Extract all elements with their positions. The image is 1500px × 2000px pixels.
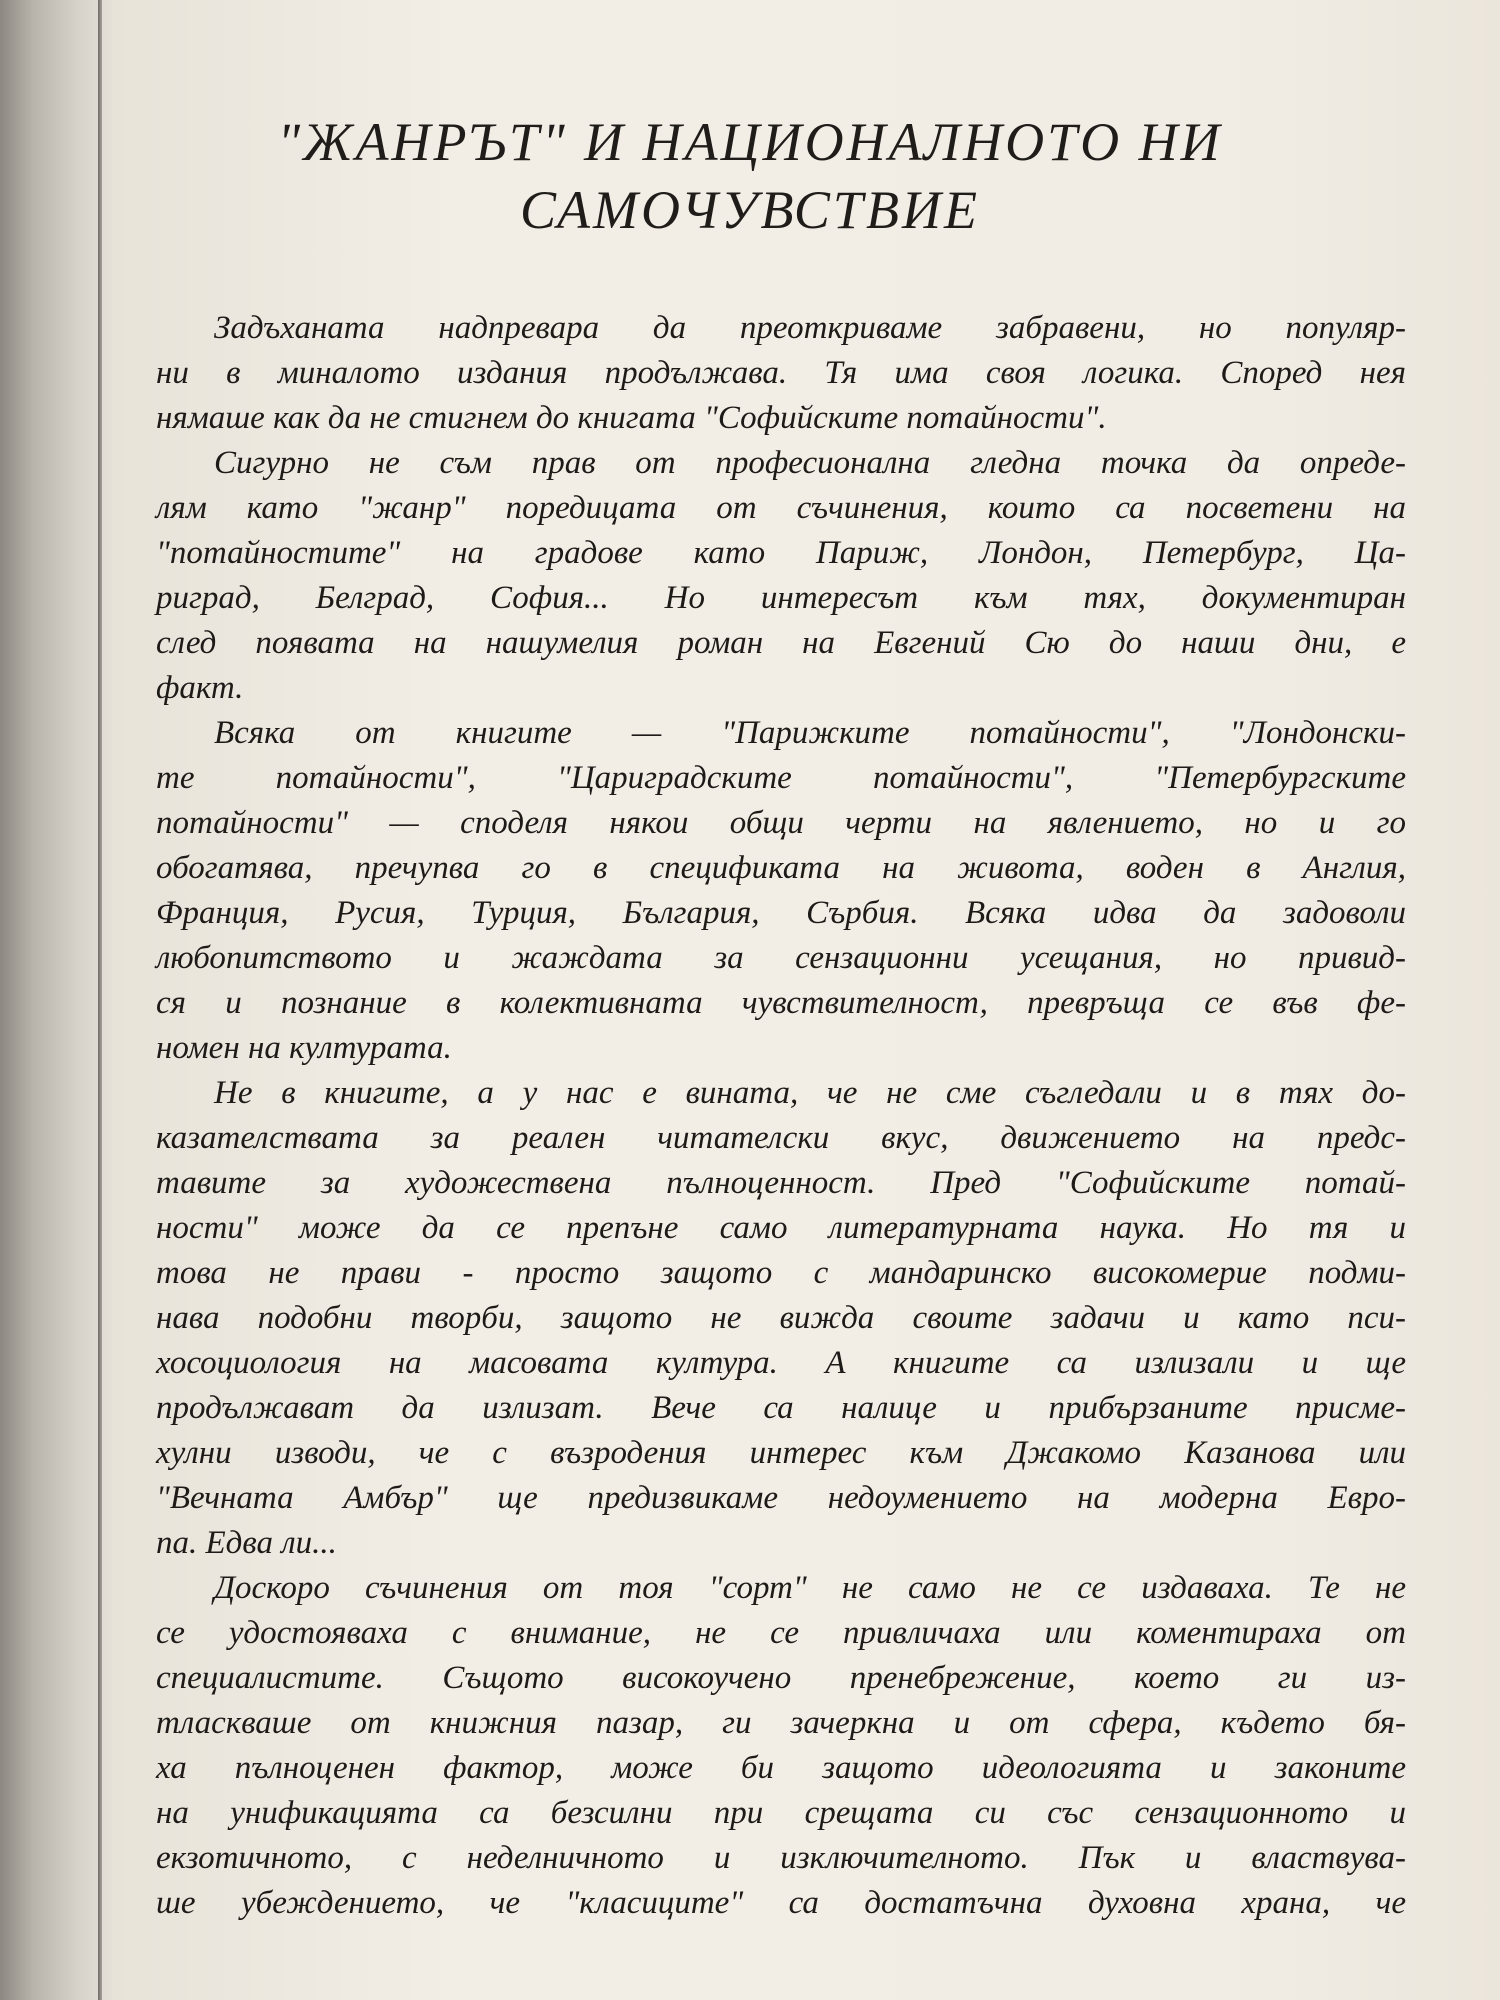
text-line: след появата на нашумелия роман на Евгений Сю до наши дни, е (156, 625, 1406, 661)
text-line: казателствата за реален читателски вкус, движението на предс- (156, 1120, 1406, 1156)
text-line: номен на културата. (156, 1030, 452, 1066)
text-line: на унификацията са безсилни при срещата си със сензационното и (156, 1795, 1406, 1831)
text-line: Не в книгите, а у нас е вината, че не сме съгледали и в тях до- (214, 1075, 1406, 1111)
paragraph (156, 1566, 1406, 1926)
text-line: те потайности", "Цариградските потайности", "Петербургските (156, 760, 1406, 796)
text-line: Задъханата надпревара да преоткриваме забравени, но популяр- (214, 310, 1406, 346)
text-line: риград, Белград, София... Но интересът към тях, документиран (156, 580, 1406, 616)
book-spine-edge (98, 0, 102, 2000)
text-line: специалистите. Същото високоучено пренебрежение, което ги из- (156, 1660, 1406, 1696)
text-line: ся и познание в колективната чувствителност, превръща се във фе- (156, 985, 1406, 1021)
paragraph (156, 441, 1406, 711)
text-line: се удостояваха с внимание, не се привличаха или коментираха от (156, 1615, 1406, 1651)
text-line: лям като "жанр" поредицата от съчинения, които са посветени на (156, 490, 1406, 526)
text-line: па. Едва ли... (156, 1525, 337, 1561)
text-line: потайности" — споделя някои общи черти на явлението, но и го (156, 805, 1406, 841)
text-line: тавите за художествена пълноценност. Пред "Софийските потай- (156, 1165, 1406, 1201)
text-line: обогатява, пречупва го в спецификата на живота, воден в Англия, (156, 850, 1406, 886)
text-line: ше убеждението, че "класиците" са достатъчна духовна храна, че (156, 1885, 1406, 1921)
text-line: Доскоро съчинения от тоя "сорт" не само не се издаваха. Те не (214, 1570, 1406, 1606)
text-line: "потайностите" на градове като Париж, Лондон, Петербург, Ца- (156, 535, 1406, 571)
text-line: ности" може да се препъне само литературната наука. Но тя и (156, 1210, 1406, 1246)
text-line: продължават да излизат. Вече са налице и прибързаните присме- (156, 1390, 1406, 1426)
text-line: нямаше как да не стигнем до книгата "Софийските потайности". (156, 400, 1107, 436)
text-line: хосоциология на масовата култура. А книгите са излизали и ще (156, 1345, 1406, 1381)
paragraph (156, 1071, 1406, 1566)
paragraph (156, 711, 1406, 1071)
text-line: факт. (156, 670, 244, 706)
chapter-title-line-2: САМОЧУВСТВИЕ (520, 180, 980, 240)
text-line: екзотичното, с неделничното и изключителното. Пък и властвува- (156, 1840, 1406, 1876)
text-line: Всяка от книгите — "Парижките потайности", "Лондонски- (214, 715, 1406, 751)
text-line: Франция, Русия, Турция, България, Сърбия. Всяка идва да задоволи (156, 895, 1406, 931)
body-text (156, 306, 1406, 1926)
text-line: нава подобни творби, защото не вижда своите задачи и като пси- (156, 1300, 1406, 1336)
chapter-title (250, 108, 1250, 244)
book-gutter-shadow (0, 0, 112, 2000)
chapter-title-line-1: "ЖАНРЪТ" И НАЦИОНАЛНОТО НИ (277, 112, 1223, 172)
text-line: хулни изводи, че с възродения интерес към Джакомо Казанова или (156, 1435, 1406, 1471)
text-line: тласкваше от книжния пазар, ги зачеркна и от сфера, където бя- (156, 1705, 1406, 1741)
text-line: Сигурно не съм прав от професионална гледна точка да опреде- (214, 445, 1406, 481)
text-line: любопитството и жаждата за сензационни усещания, но привид- (156, 940, 1406, 976)
text-line: "Вечната Амбър" ще предизвикаме недоумението на модерна Евро- (156, 1480, 1406, 1516)
text-line: това не прави - просто защото с мандаринско високомерие подми- (156, 1255, 1406, 1291)
text-line: ни в миналото издания продължава. Тя има своя логика. Според нея (156, 355, 1406, 391)
text-line: ха пълноценен фактор, може би защото идеологията и законите (156, 1750, 1406, 1786)
paragraph (156, 306, 1406, 441)
